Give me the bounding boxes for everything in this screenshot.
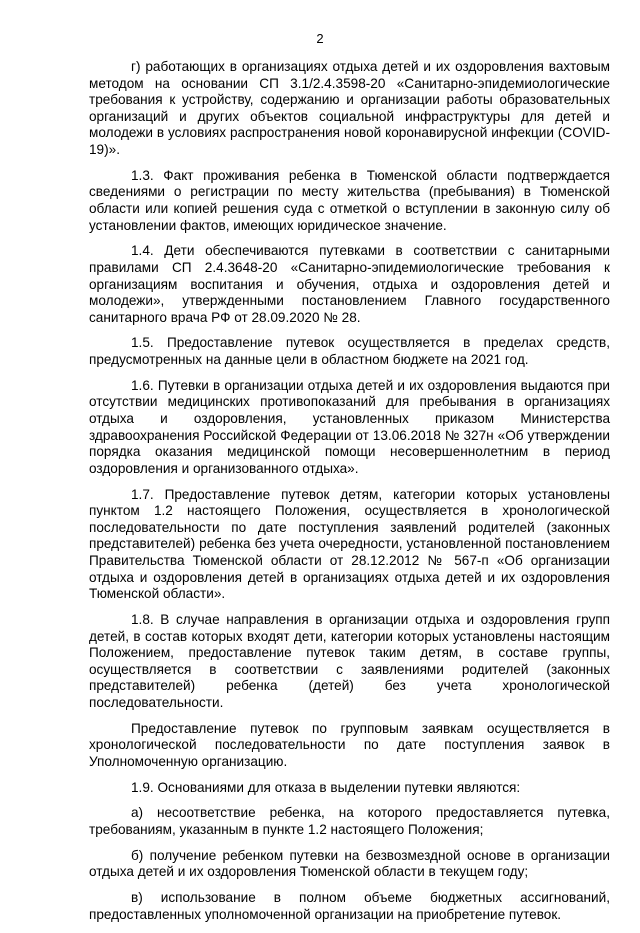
paragraph-refusal-v: в) использование в полном объеме бюджетных ассигнований, предоставленных уполномоченной организации на приобретение путевок. [89, 890, 610, 922]
paragraph-1-8: 1.8. В случае направления в организации отдыха и оздоровления групп детей, в состав которых входят дети, категории которых установлены настоящим Положением, предоставление путевок таким детям, в составе группы, осуществляется в соответствии с заявлениями родителей (законных представителей) ребенка (детей) без учета хронологической последовательности. [89, 611, 610, 710]
paragraph-1-3: 1.3. Факт проживания ребенка в Тюменской области подтверждается сведениями о регистрации по месту жительства (пребывания) в Тюменской области или копией решения суда с отметкой о вступлении в законную силу об установлении фактов, имеющих юридическое значение. [89, 167, 610, 233]
paragraph-1-5: 1.5. Предоставление путевок осуществляется в пределах средств, предусмотренных на данные цели в областном бюджете на 2021 год. [89, 335, 610, 368]
paragraph-1-6: 1.6. Путевки в организации отдыха детей и их оздоровления выдаются при отсутствии медицинских противопоказаний для пребывания в организациях отдыха и оздоровления, установленных приказом Министерства здравоохранения Российской Федерации от 13.06.2018 № 327н «Об утверждении порядка оказания медицинской помощи несовершеннолетним в период оздоровления и организованного отдыха». [89, 377, 610, 476]
paragraph-1-4: 1.4. Дети обеспечиваются путевками в соответствии с санитарными правилами СП 2.4.3648-20 «Санитарно-эпидемиологические требования к организациям воспитания и обучения, отдыха и оздоровления детей и молодежи», утвержденными постановлением Главного государственного санитарного врача РФ от 28.09.2020 № 28. [89, 243, 610, 325]
paragraph-refusal-a: а) несоответствие ребенка, на которого предоставляется путевка, требованиям, указанным в пункте 1.2 настоящего Положения; [89, 805, 610, 838]
page-number: 2 [316, 31, 324, 46]
paragraph-group-applications: Предоставление путевок по групповым заявкам осуществляется в хронологической последовательности по дате поступления заявок в Уполномоченную организацию. [89, 720, 610, 769]
paragraph-refusal-b: б) получение ребенком путевки на безвозмездной основе в организации отдыха детей и их оздоровления Тюменской области в текущем году; [89, 847, 610, 880]
paragraph-1-7: 1.7. Предоставление путевок детям, категории которых установлены пунктом 1.2 настоящего Положения, осуществляется в хронологической последовательности по дате поступления заявлений родителей (законных представителей) ребенка без учета очередности, установленной постановлением Правительства Тюменской области от 28.12.2012 № 567-п «Об организации отдыха и оздоровления детей в организациях отдыха детей и их оздоровления Тюменской области». [89, 486, 610, 602]
document-body [89, 59, 610, 933]
paragraph-1-9: 1.9. Основаниями для отказа в выделении путевки являются: [131, 779, 521, 795]
paragraph-item-g: г) работающих в организациях отдыха детей и их оздоровления вахтовым методом на основании СП 3.1/2.4.3598-20 «Санитарно-эпидемиологические требования к устройству, содержанию и организации работы образовательных организаций и других объектов социальной инфраструктуры для детей и молодежи в условиях распространения новой коронавирусной инфекции (COVID-19)». [89, 59, 610, 157]
